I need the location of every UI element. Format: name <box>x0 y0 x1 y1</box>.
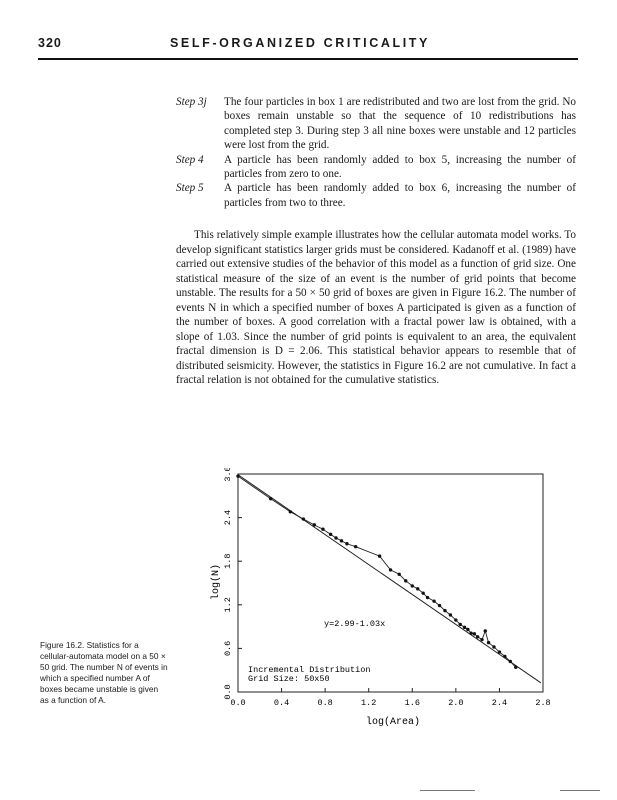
data-point <box>404 579 407 582</box>
step-label: Step 5 <box>176 182 204 195</box>
x-tick-label: 2.4 <box>491 698 508 708</box>
data-point <box>484 629 487 632</box>
data-point <box>378 554 381 557</box>
x-tick-label: 0.4 <box>273 698 290 708</box>
data-point <box>426 596 429 599</box>
page-number: 320 <box>38 36 62 50</box>
page-header <box>38 36 578 58</box>
data-point <box>340 539 343 542</box>
data-point <box>421 591 424 594</box>
loglog-chart <box>206 468 586 730</box>
figure-caption: Figure 16.2. Statistics for a cellular-automata model on a 50 × 50 grid. The number N of events in which a specified number A of boxes became unstable is given as a function of A. <box>40 640 168 705</box>
data-point <box>398 573 401 576</box>
data-point <box>487 641 490 644</box>
data-point <box>411 584 414 587</box>
y-tick-label: 0.6 <box>223 640 233 657</box>
y-tick-label: 1.8 <box>223 553 233 569</box>
x-tick-label: 0.0 <box>230 698 246 708</box>
step-item <box>176 153 576 182</box>
data-point <box>443 609 446 612</box>
data-point <box>454 618 457 621</box>
data-point <box>466 628 469 631</box>
data-point <box>345 542 348 545</box>
body-paragraph: This relatively simple example illustrates how the cellular automata model works. To develop significant statistics larger grids must be considered. Kadanoff et al. (1989) have carried out extensive studies of the behavior of this model as a function of grid size. One statistical measure of the size of an event is the number of grid points that become unstable. The results for a 50 × 50 grid of boxes are given in Figure 16.2. The number of events N in which a specified number of boxes A participated is given as a function of the number of boxes. A good correlation with a fractal power law is obtained, with a slope of 1.03. Since the number of grid points is equivalent to an area, the equivalent fractal dimension is D = 2.06. This statistical behavior appears to resemble that of distributed seismicity. However, the statistics in Figure 16.2 are not cumulative. In fact a fractal relation is not obtained for the cumulative statistics. <box>176 229 576 387</box>
data-point <box>389 568 392 571</box>
data-point <box>313 523 316 526</box>
data-point <box>463 626 466 629</box>
footer-rule <box>560 790 600 791</box>
step-item <box>176 181 576 210</box>
data-point <box>473 632 476 635</box>
data-point <box>476 635 479 638</box>
data-point <box>438 604 441 607</box>
step-label: Step 3j <box>176 96 207 108</box>
data-point <box>469 631 472 634</box>
x-tick-label: 2.0 <box>448 698 464 708</box>
step-item <box>176 95 576 153</box>
step-text: A particle has been randomly added to box 5, increasing the number of particles from zero to one. <box>224 153 576 181</box>
data-point <box>498 650 501 653</box>
data-point <box>354 545 357 548</box>
data-series-line <box>238 476 516 667</box>
x-tick-label: 0.8 <box>317 698 333 708</box>
data-point <box>269 497 272 500</box>
data-point <box>416 587 419 590</box>
data-point <box>321 528 324 531</box>
data-point <box>459 623 462 626</box>
x-axis-label: log(Area) <box>366 717 421 728</box>
data-point <box>449 613 452 616</box>
header-rule <box>38 58 578 60</box>
y-tick-label: 2.4 <box>223 509 233 526</box>
data-point <box>480 638 483 641</box>
step-text: A particle has been randomly added to box 6, increasing the number of particles from two to three. <box>224 182 576 209</box>
x-tick-label: 1.2 <box>361 698 377 708</box>
figure-16-2 <box>206 468 586 730</box>
fit-label: y=2.99-1.03x <box>324 619 386 629</box>
data-point <box>432 599 435 602</box>
legend-title: Incremental Distribution <box>248 665 371 675</box>
data-point <box>334 536 337 539</box>
y-axis-label: log(N) <box>211 563 222 600</box>
data-point <box>329 533 332 536</box>
fit-line <box>238 475 541 683</box>
y-tick-label: 1.2 <box>223 597 233 613</box>
data-point <box>236 474 239 477</box>
y-tick-label: 0.0 <box>223 684 233 700</box>
x-tick-label: 1.6 <box>404 698 420 708</box>
step-text: The four particles in box 1 are redistributed and two are lost from the grid. No boxes remain unstable so that the sequence of 10 redistributions has completed step 3. During step 3 all nine boxes were unstable and 12 particles were lost from the grid. <box>224 96 576 152</box>
data-point <box>492 645 495 648</box>
step-label: Step 4 <box>176 153 204 166</box>
data-point <box>302 517 305 520</box>
step-list <box>176 95 576 210</box>
running-head: SELF-ORGANIZED CRITICALITY <box>170 36 430 50</box>
x-tick-label: 2.8 <box>535 698 551 708</box>
data-point <box>289 510 292 513</box>
legend-grid-size: Grid Size: 50x50 <box>248 674 330 684</box>
y-tick-label: 3.0 <box>223 468 233 482</box>
footer-rule <box>420 790 475 791</box>
data-point <box>514 666 517 669</box>
data-point <box>503 655 506 658</box>
data-point <box>509 660 512 663</box>
